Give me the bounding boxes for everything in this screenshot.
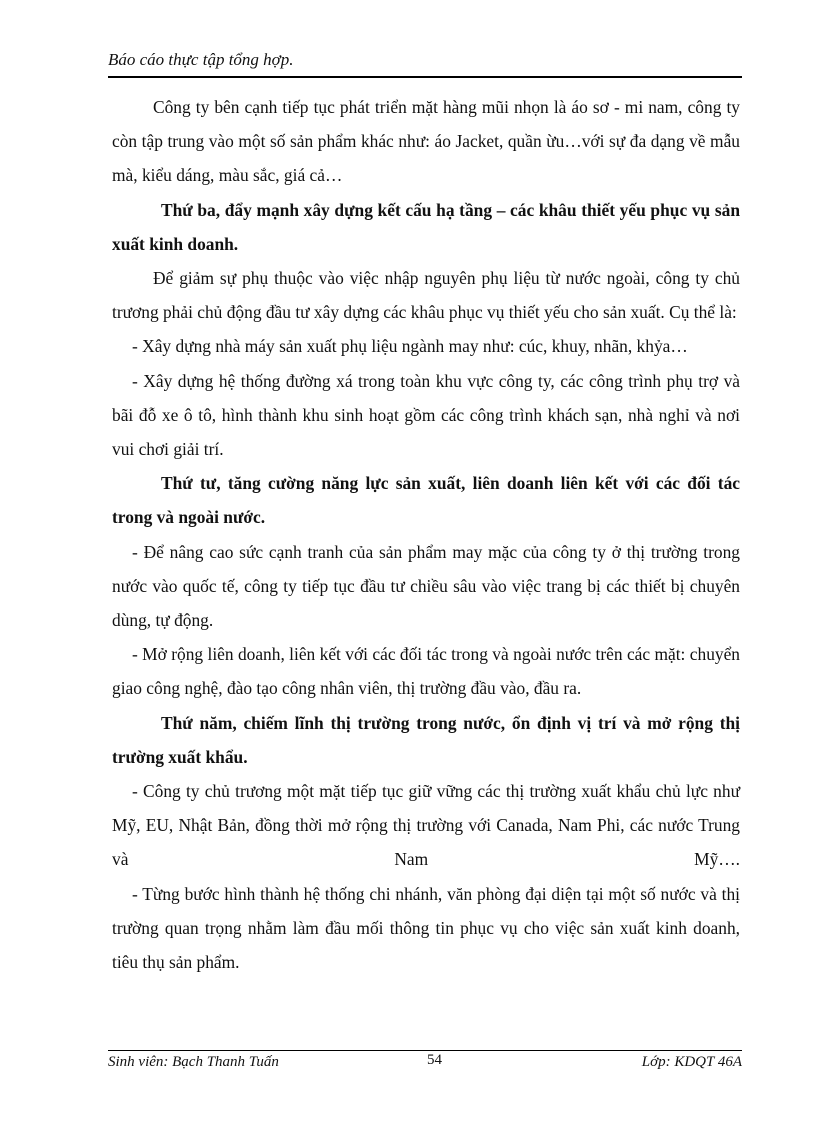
page-footer: [108, 1052, 742, 1076]
page-number: 54: [427, 1052, 442, 1068]
list-item-branch-network: - Từng bước hình thành hệ thống chi nhánh, văn phòng đại diện tại một số nước và thị trường quan trọng nhằm làm đầu mối thông tin phục vụ cho việc sản xuất kinh doanh, tiêu thụ sản phẩm.: [112, 883, 740, 973]
list-item-competitiveness: - Để nâng cao sức cạnh tranh của sản phẩm may mặc của công ty ở thị trường trong nước vào quốc tế, công ty tiếp tục đầu tư chiều sâu vào việc trang bị các thiết bị chuyên dùng, tự động.: [112, 541, 740, 631]
section-heading-fourth: Thứ tư, tăng cường năng lực sản xuất, liên doanh liên kết với các đối tác trong và ngoài nước.: [112, 473, 740, 528]
list-item-export-markets: - Công ty chủ trương một mặt tiếp tục giữ vững các thị trường xuất khẩu chủ lực như Mỹ, EU, Nhật Bản, đồng thời mở rộng thị trường với Canada, Nam Phi, các nước Trung và Nam Mỹ….: [112, 781, 740, 870]
page-header: [108, 50, 742, 70]
header-divider: [108, 76, 742, 78]
header-title: Báo cáo thực tập tổng hợp.: [108, 50, 294, 69]
section-heading-third: Thứ ba, đẩy mạnh xây dựng kết cấu hạ tầng – các khâu thiết yếu phục vụ sản xuất kinh doanh.: [112, 199, 740, 254]
document-body: [112, 90, 740, 979]
paragraph-products: Công ty bên cạnh tiếp tục phát triển mặt hàng mũi nhọn là áo sơ - mi nam, công ty còn tập trung vào một số sản phẩm khác như: áo Jacket, quần ừu…với sự đa dạng về mẫu mà, kiểu dáng, màu sắc, giá cả…: [112, 97, 740, 186]
footer-student: Sinh viên: Bạch Thanh Tuấn: [108, 1054, 279, 1070]
footer-divider: [108, 1050, 742, 1051]
list-item-factory: - Xây dựng nhà máy sản xuất phụ liệu ngành may như: cúc, khuy, nhãn, khỷa…: [132, 336, 688, 357]
list-item-infrastructure: - Xây dựng hệ thống đường xá trong toàn khu vực công ty, các công trình phụ trợ và bãi đỗ xe ô tô, hình thành khu sinh hoạt gồm các công trình khách sạn, nhà nghỉ và nơi vui chơi giải trí.: [112, 370, 740, 460]
list-item-joint-venture: - Mở rộng liên doanh, liên kết với các đối tác trong và ngoài nước trên các mặt: chuyển giao công nghệ, đào tạo công nhân viên, thị trường đầu vào, đầu ra.: [112, 644, 740, 699]
footer-class: Lớp: KDQT 46A: [641, 1054, 742, 1070]
section-heading-fifth: Thứ năm, chiếm lĩnh thị trường trong nước, ổn định vị trí và mở rộng thị trường xuất khẩu.: [112, 712, 740, 767]
paragraph-materials: Để giảm sự phụ thuộc vào việc nhập nguyên phụ liệu từ nước ngoài, công ty chủ trương phải chủ động đầu tư xây dựng các khâu phục vụ thiết yếu cho sản xuất. Cụ thể là:: [112, 268, 740, 323]
